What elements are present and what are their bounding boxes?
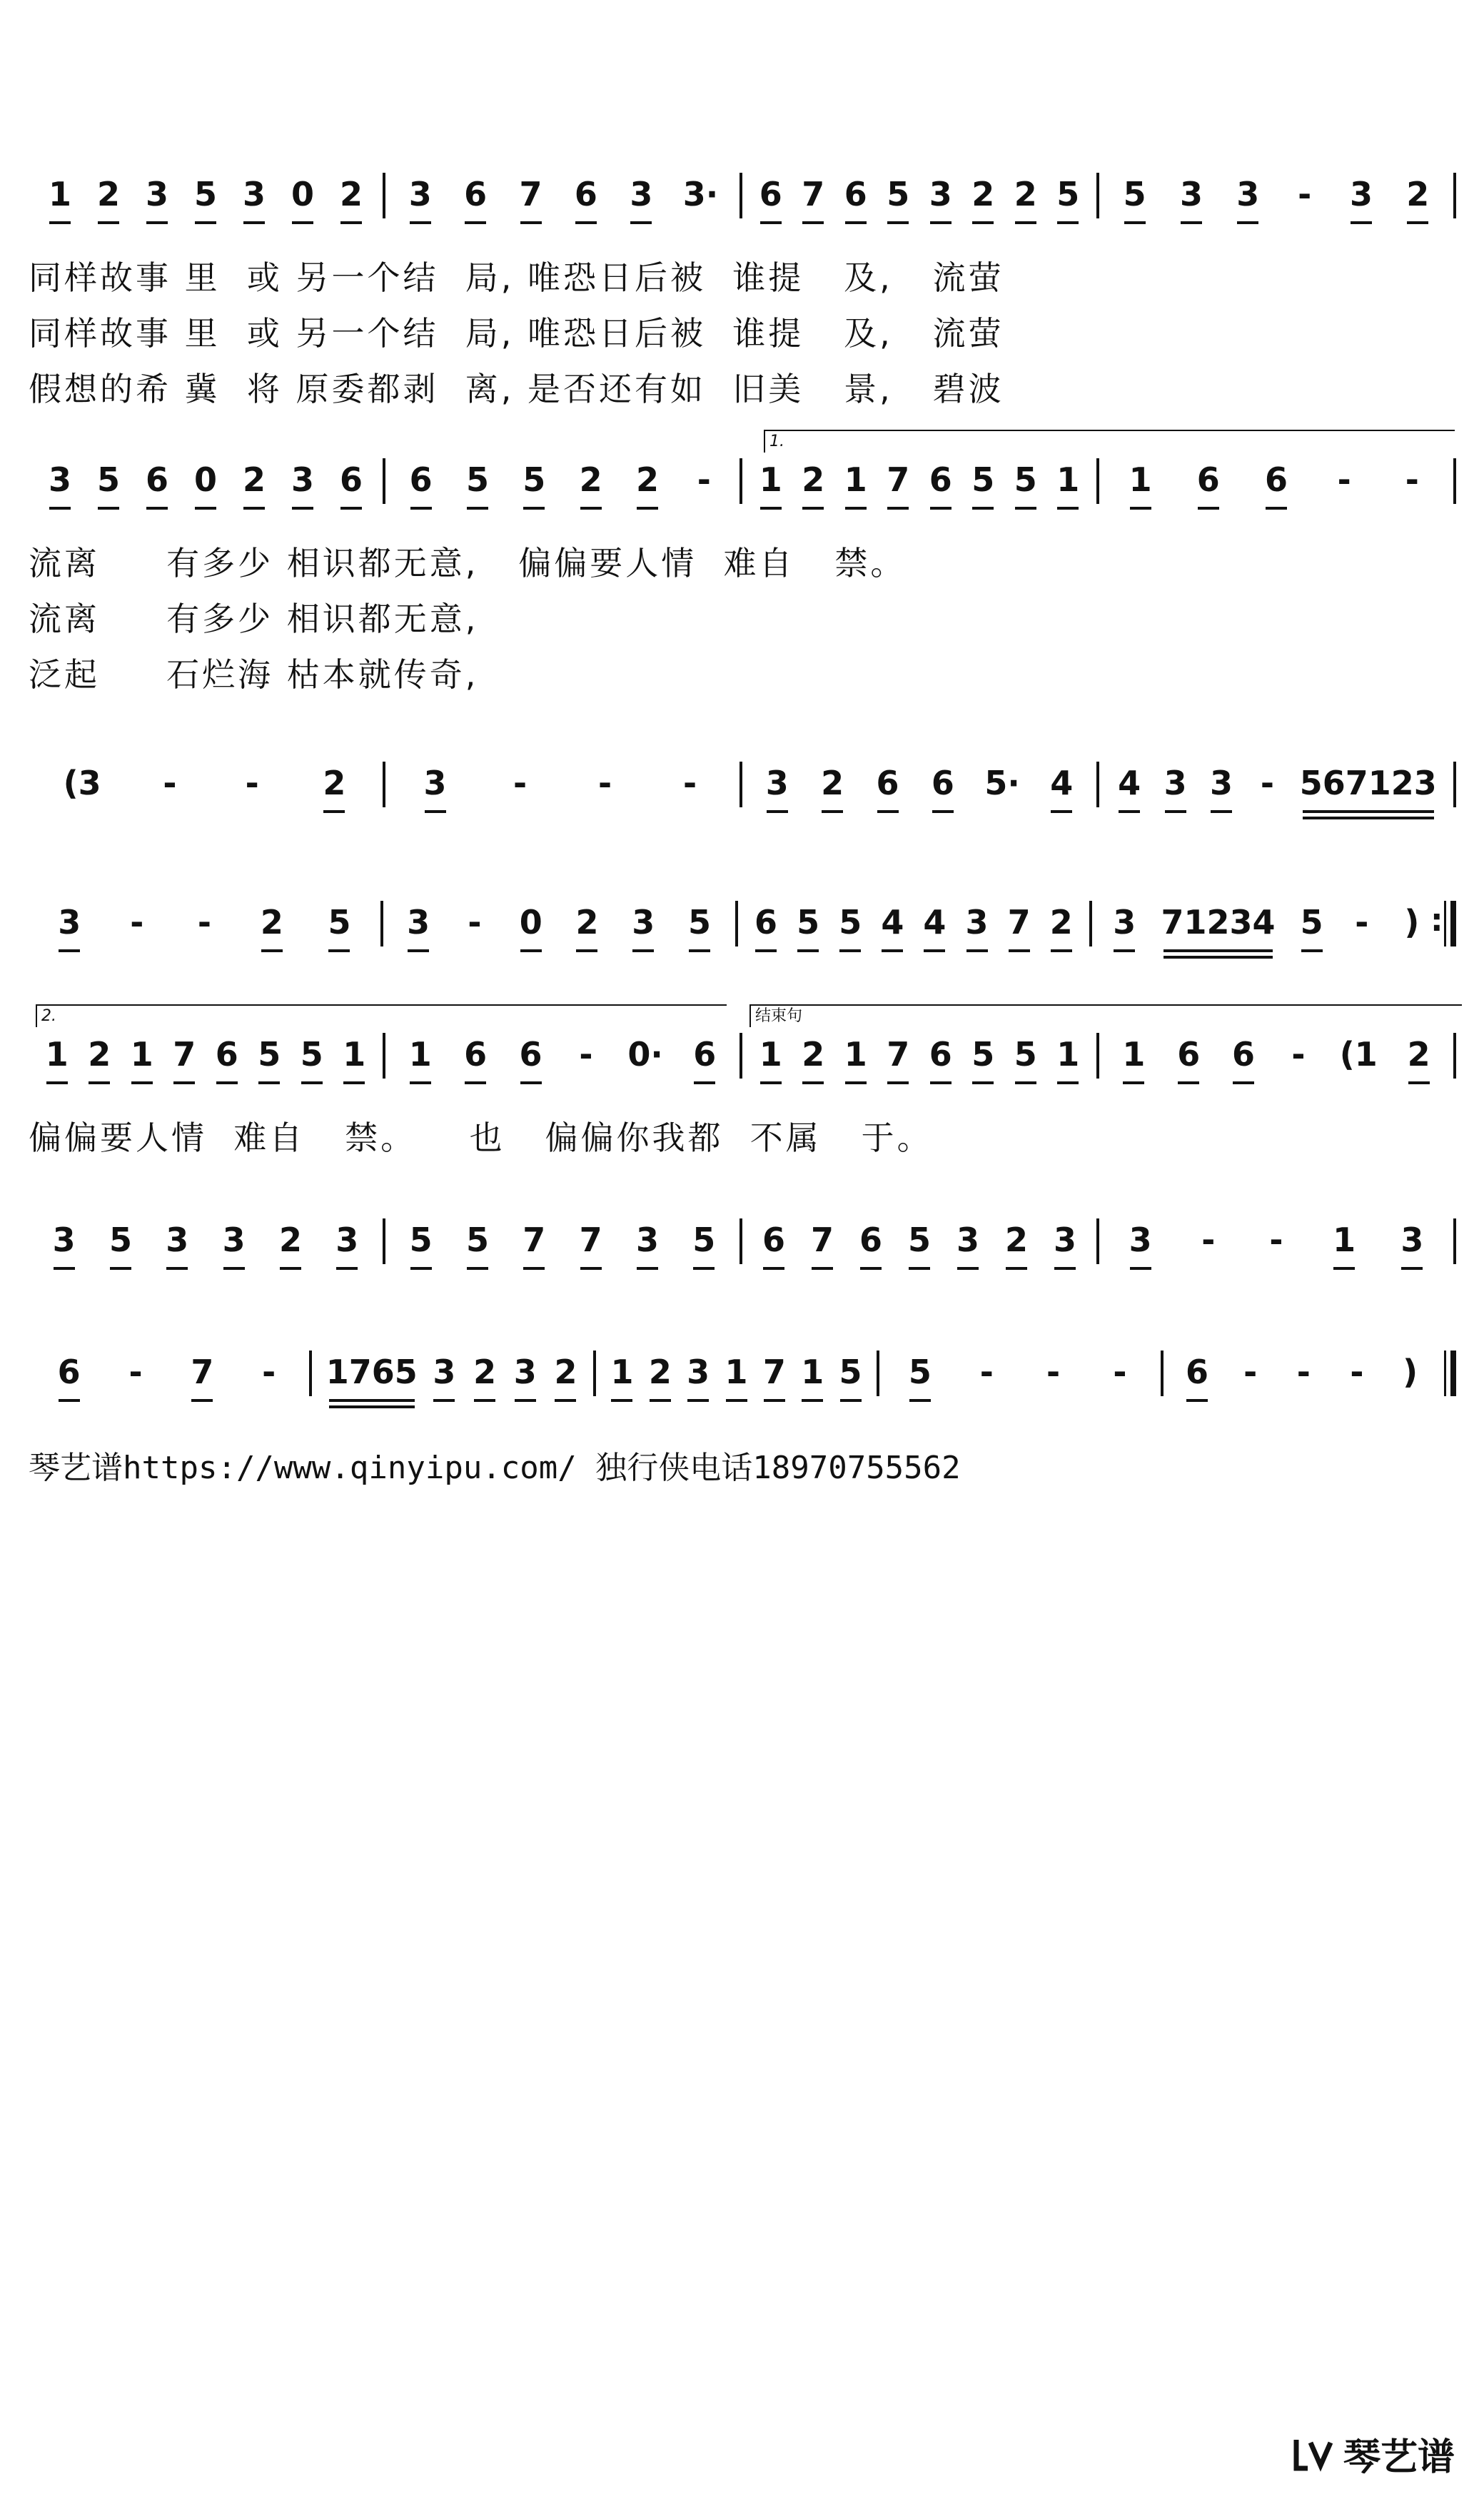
note: 3 [163,1217,191,1263]
volta-ending-phrase: 结束句 [749,1004,1462,1027]
note: 3 [1398,1217,1425,1263]
note: 3 [289,457,316,503]
note: 4 [879,899,906,945]
note: 0· [627,1035,663,1074]
lyric-line-1: 流离 有多少 相识都无意, 偏偏要人情 难自 禁。 [29,544,907,582]
note: 2 [647,1349,674,1395]
note: 5 [1012,1031,1039,1077]
note: 2 [634,457,661,503]
note: 2 [573,899,600,945]
note: - [1269,1221,1283,1259]
note: 6 [1195,457,1222,503]
measure [1099,457,1453,503]
note: 2 [1404,171,1431,217]
note: 1 [608,1349,635,1395]
note: - [163,764,177,802]
note: 5 [256,1031,283,1077]
note: 567123 [1300,760,1437,806]
note: 1 [1127,457,1154,503]
note: - [1296,1353,1311,1391]
note: 3 [56,899,83,945]
note: 3 [221,1217,248,1263]
note: - [128,1353,143,1391]
note: - [130,903,144,941]
note: - [1201,1221,1216,1259]
final-barline [1453,762,1456,807]
measure [742,1031,1096,1077]
note: 3 [764,760,791,806]
note: 1 [1331,1217,1358,1263]
note: 7 [171,1031,198,1077]
score-system-2 [29,433,1456,702]
final-barline [1444,901,1456,946]
note: - [1113,1353,1127,1391]
note: 6 [213,1031,241,1077]
measure [738,899,1090,945]
note: 5 [1012,457,1039,503]
note-row [29,1349,1456,1428]
note: 5 [107,1217,134,1263]
note: 5 [95,457,122,503]
note: 1 [44,1031,71,1077]
note: 5· [984,764,1020,802]
note: 3 [422,760,449,806]
lyric-line-3: 泛起 石烂海 枯本就传奇, [29,655,479,694]
note: 5 [1121,171,1149,217]
note: - [1298,175,1312,213]
lyric-line-2: 同样故事 里 或 另一个结 局, 唯恐日后被 谁提 及, 流萤 [29,314,1004,353]
note: 3 [51,1217,78,1263]
measure [385,1031,740,1077]
note: ) [1404,903,1420,941]
note: 4 [1048,760,1075,806]
note: 3 [1127,1217,1154,1263]
score-system-5 [29,1007,1456,1166]
note: 2 [1405,1031,1433,1077]
note: 5 [520,457,547,503]
note: 6 [338,457,365,503]
score-system-1 [29,171,1456,417]
note: 6 [572,171,600,217]
note: 2 [799,457,827,503]
note: 1 [842,1031,869,1077]
note: 3 [1234,171,1261,217]
score-system-6 [29,1217,1456,1296]
note: 6 [927,457,954,503]
note: 5 [464,457,491,503]
note: - [1337,460,1351,499]
note: 6 [1230,1031,1257,1077]
measure [1099,1031,1453,1077]
note: 5 [969,1031,996,1077]
note: 5 [1054,171,1081,217]
measure [1164,1349,1444,1395]
note: 0 [518,899,545,945]
note-row [29,457,1456,535]
footer-source-text: 琴艺谱https://www.qinyipu.com/ 独行侠电话18970755562 [29,1450,961,1486]
note: 3 [512,1349,539,1395]
note: 5 [686,899,713,945]
note: 4 [921,899,948,945]
note: 1 [46,171,74,217]
note: 3 [1208,760,1235,806]
note: 6 [874,760,902,806]
note: - [513,764,528,802]
note: 5 [794,899,822,945]
note: 7 [799,171,827,217]
note: 3 [430,1349,458,1395]
note: 3 [333,1217,360,1263]
note: 2 [969,171,996,217]
note: - [579,1035,593,1074]
measure [312,1349,592,1395]
note: 2 [1003,1217,1030,1263]
note: 7 [1006,899,1033,945]
lyric-line-3: 假想的希 冀 将 原委都剥 离, 是否还有如 旧美 景, 碧波 [29,370,1004,408]
final-barline [1453,1218,1456,1264]
note: 3 [630,899,657,945]
note: 2 [277,1217,304,1263]
note: 3 [634,1217,661,1263]
note: - [245,764,259,802]
note: - [262,1353,276,1391]
note: 5 [837,899,864,945]
lyric-line-2: 流离 有多少 相识都无意, [29,600,479,638]
note: 3 [407,171,434,217]
volta-second-ending: 2. [36,1004,727,1027]
note: 3 [964,899,991,945]
measure [385,457,740,503]
note: 5 [690,1217,717,1263]
note: 5 [906,1217,933,1263]
note: 3 [954,1217,981,1263]
measure [742,171,1096,217]
note: 6 [691,1031,718,1077]
note: 6 [927,1031,954,1077]
note: 1 [842,457,869,503]
note: 6 [842,171,869,217]
note: 3 [1162,760,1189,806]
measure [1092,899,1444,945]
note: 7 [520,1217,547,1263]
note: 2 [1012,171,1039,217]
note: 3 [1348,171,1375,217]
note: - [1046,1353,1061,1391]
note: 71234 [1161,899,1275,945]
note: 6 [929,760,956,806]
note: 1 [128,1031,156,1077]
note: 2 [577,457,605,503]
note: 0 [192,457,219,503]
lyric-line-1: 同样故事 里 或 另一个结 局, 唯恐日后被 谁提 及, 流萤 [29,258,1004,297]
note: 7 [884,1031,912,1077]
note: 1765 [326,1349,418,1395]
note: 6 [752,899,779,945]
note: - [597,764,612,802]
note: 6 [462,171,489,217]
measure [879,1349,1160,1395]
note: 5 [969,457,996,503]
note: - [197,903,211,941]
note: - [1243,1353,1258,1391]
note: 2 [95,171,122,217]
note: 1 [757,457,784,503]
note: 2 [552,1349,579,1395]
note: - [1405,460,1419,499]
note: 6 [518,1031,545,1077]
note: 7 [188,1349,216,1395]
note: 5 [907,1349,934,1395]
measure [29,1217,383,1263]
note: 3 [1051,1217,1079,1263]
note: 2 [320,760,348,806]
note: 3 [405,899,432,945]
note-row [29,760,1456,839]
measure [385,760,740,806]
note: 1 [340,1031,368,1077]
score-system-4 [29,899,1456,978]
note-row [29,1217,1456,1296]
note-row [29,1031,1456,1110]
score-system-3 [29,760,1456,839]
measure [596,1349,877,1395]
final-barline [1453,458,1456,504]
note: 1 [723,1349,750,1395]
measure [29,1349,309,1395]
note: 5 [1298,899,1326,945]
note: 5 [298,1031,325,1077]
note: 3 [241,171,268,217]
note: 2 [819,760,846,806]
note: 6 [462,1031,489,1077]
note: 6 [857,1217,884,1263]
note-row [29,171,1456,250]
note: - [682,764,697,802]
note: - [1355,903,1369,941]
measure [383,899,735,945]
note: 1 [799,1349,826,1395]
note: 7 [884,457,912,503]
note: - [697,460,711,499]
note: 2 [471,1349,498,1395]
note: - [979,1353,994,1391]
note: 7 [809,1217,836,1263]
note: - [1350,1353,1364,1391]
measure [29,457,383,503]
note: 2 [241,457,268,503]
measure [1099,760,1453,806]
note: 3 [1178,171,1205,217]
note: 7 [577,1217,605,1263]
note: - [468,903,482,941]
note: 5 [884,171,912,217]
note: (3 [63,764,101,802]
note: 3 [685,1349,712,1395]
note: 7 [518,171,545,217]
note: 6 [56,1349,83,1395]
measure [742,760,1096,806]
final-barline [1444,1351,1456,1396]
logo-mark-icon [1292,2433,1335,2475]
note: 1 [1054,1031,1081,1077]
note: 6 [757,171,784,217]
note: 5 [464,1217,491,1263]
note-row [29,899,1456,978]
final-barline [1453,173,1456,218]
note: 5 [837,1349,864,1395]
measure [29,171,383,217]
note: 1 [407,1031,434,1077]
note: 6 [1175,1031,1202,1077]
final-barline [1453,1033,1456,1079]
lyric-line-1: 偏偏要人情 难自 禁。 也 偏偏你我都 不属 于。 [29,1119,933,1157]
note: ) [1403,1353,1418,1391]
measure [29,1031,383,1077]
note: 1 [757,1031,784,1077]
measure [742,457,1096,503]
note: 1 [1120,1031,1147,1077]
note: 3 [1111,899,1138,945]
measure [29,760,383,806]
measure [29,899,380,945]
note: 2 [1048,899,1075,945]
note: 2 [258,899,286,945]
measure [1099,171,1453,217]
note: 2 [799,1031,827,1077]
note: 7 [761,1349,788,1395]
note: 5 [408,1217,435,1263]
site-logo [1292,2427,1455,2480]
note: 6 [1183,1349,1211,1395]
volta-first-ending: 1. [764,430,1455,453]
note: 5 [325,899,353,945]
note: 5 [192,171,219,217]
note: 3 [627,171,655,217]
note: 3 [927,171,954,217]
note: (1 [1339,1035,1378,1074]
logo-text: 琴艺谱 [1343,2436,1455,2479]
note: 4 [1116,760,1143,806]
note: 2 [86,1031,113,1077]
score-system-7 [29,1349,1456,1428]
note: 0 [289,171,316,217]
note: 2 [338,171,365,217]
measure [385,171,740,217]
note: - [1291,1035,1306,1074]
note: 6 [1263,457,1290,503]
note: 1 [1054,457,1081,503]
note: 6 [408,457,435,503]
measure [742,1217,1096,1263]
note: 6 [760,1217,787,1263]
note: 3 [46,457,74,503]
measure [385,1217,740,1263]
note: 3· [682,175,719,213]
note: - [1260,764,1274,802]
note: 3 [143,171,171,217]
note: 6 [143,457,171,503]
measure [1099,1217,1453,1263]
